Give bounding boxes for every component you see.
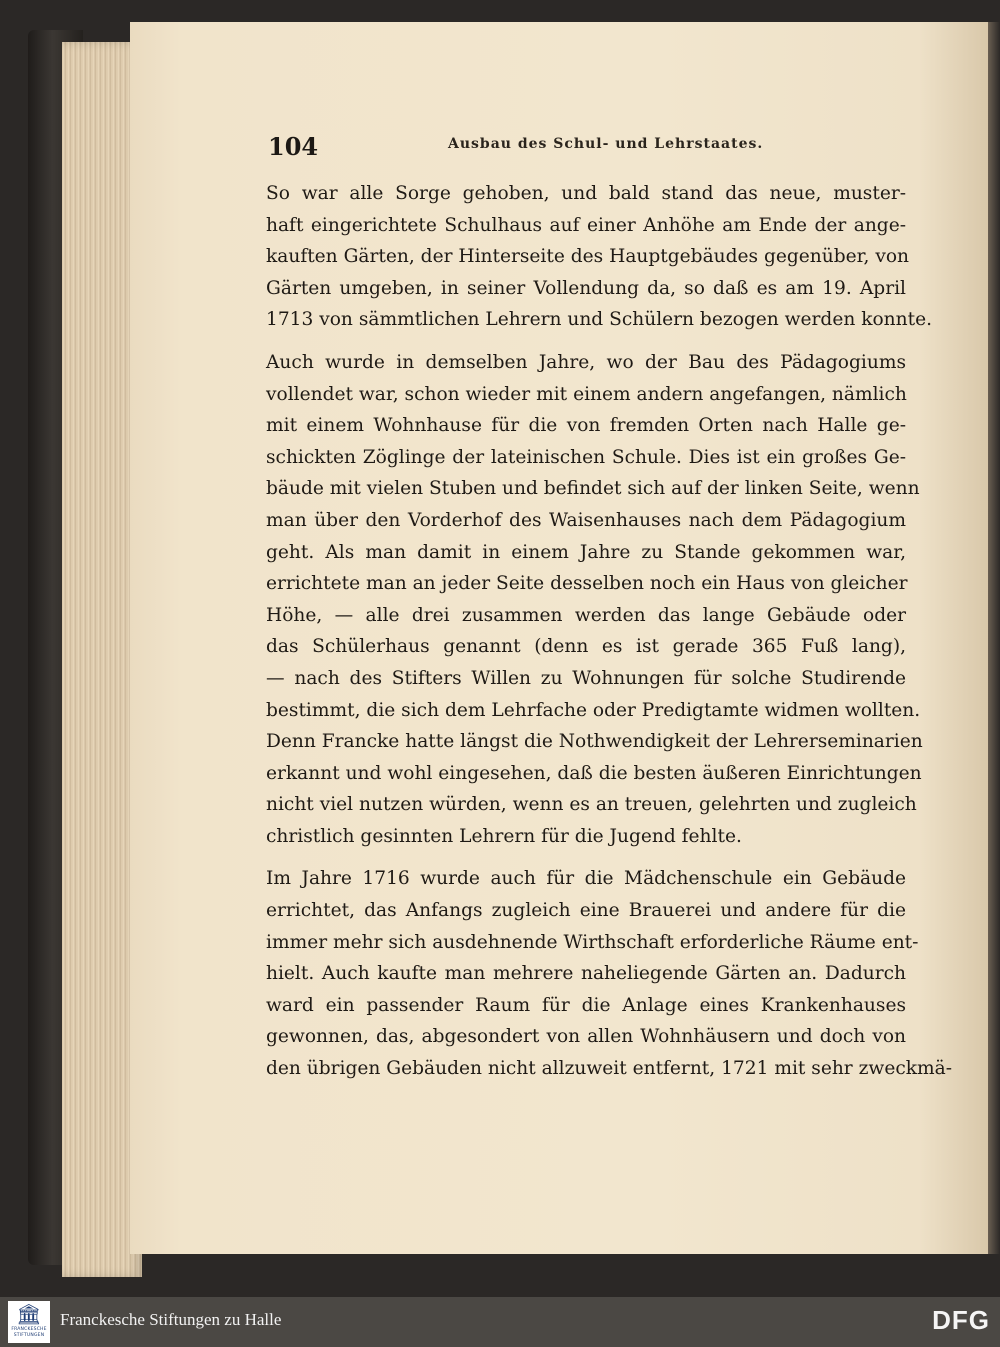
running-head (268, 132, 908, 166)
text-line: vollendet war, schon wieder mit einem andern angefangen, nämlich (266, 383, 907, 405)
text-line: bäude mit vielen Stuben und befindet sich auf der linken Seite, wenn (266, 478, 920, 500)
text-line: gewonnen, das, abgesondert von allen Wohnhäusern und doch von (266, 1026, 906, 1048)
paragraph-3 (266, 863, 952, 1084)
text-line: immer mehr sich ausdehnende Wirthschaft erforderliche Räume ent- (266, 931, 919, 953)
page-shadow (988, 22, 1000, 1254)
paragraph-2 (266, 347, 923, 853)
text-line: geht. Als man damit in einem Jahre zu Stande gekommen war, (266, 541, 906, 563)
institution-logo[interactable] (8, 1301, 50, 1343)
text-line: den übrigen Gebäuden nicht allzuweit entfernt, 1721 mit sehr zweckmä- (266, 1058, 952, 1080)
text-line: So war alle Sorge gehoben, und bald stand das neue, muster- (266, 183, 906, 204)
text-line: Im Jahre 1716 wurde auch für die Mädchenschule ein Gebäude (266, 868, 906, 890)
text-line: errichtet, das Anfangs zugleich eine Brauerei und andere für die (266, 900, 906, 922)
logo-caption: FRANCKESCHE STIFTUNGEN (11, 1327, 47, 1338)
text-line: kauften Gärten, der Hinterseite des Hauptgebäudes gegenüber, von (266, 246, 909, 268)
text-line: ward ein passender Raum für die Anlage eines Krankenhauses (266, 994, 906, 1016)
text-line: mit einem Wohnhause für die von fremden Orten nach Halle ge- (266, 415, 906, 437)
building-icon: 🏛 (16, 1302, 42, 1326)
text-line: — nach des Stifters Willen zu Wohnungen für solche Studirende (266, 667, 906, 689)
text-line: erkannt und wohl eingesehen, daß die besten äußeren Einrichtungen (266, 762, 922, 784)
text-line: bestimmt, die sich dem Lehrfache oder Predigtamte widmen wollten. (266, 699, 921, 721)
text-line: errichtete man an jeder Seite desselben noch ein Haus von gleicher (266, 573, 908, 595)
text-line: Höhe, — alle drei zusammen werden das lange Gebäude oder (266, 604, 906, 626)
text-line: Denn Francke hatte längst die Nothwendigkeit der Lehrerseminarien (266, 731, 923, 753)
text-line: christlich gesinnten Lehrern für die Jugend fehlte. (266, 825, 742, 847)
text-line: 1713 von sämmtlichen Lehrern und Schülern bezogen werden konnte. (266, 309, 933, 331)
text-line: das Schülerhaus genannt (denn es ist gerade 365 Fuß lang), (266, 636, 906, 658)
running-title: Ausbau des Schul- und Lehrstaates. (448, 136, 764, 152)
funder-logo[interactable]: DFG (932, 1305, 990, 1335)
text-line: Auch wurde in demselben Jahre, wo der Bau des Pädagogiums (266, 351, 906, 373)
text-line: hielt. Auch kaufte man mehrere naheliegende Gärten an. Dadurch (266, 963, 906, 985)
text-line: schickten Zöglinge der lateinischen Schule. Dies ist ein großes Ge- (266, 446, 906, 468)
text-line: nicht viel nutzen würden, wenn es an treuen, gelehrten und zugleich (266, 794, 917, 816)
viewer-footer (0, 1297, 1000, 1347)
text-line: haft eingerichtete Schulhaus auf einer Anhöhe am Ende der ange- (266, 214, 906, 236)
page-number: 104 (268, 132, 319, 161)
text-line: man über den Vorderhof des Waisenhauses nach dem Pädagogium (266, 509, 906, 531)
institution-name[interactable]: Franckesche Stiftungen zu Halle (60, 1310, 282, 1329)
body-text (266, 178, 952, 1096)
text-line: Gärten umgeben, in seiner Vollendung da, so daß es am 19. April (266, 277, 906, 299)
paragraph-1 (266, 178, 933, 336)
